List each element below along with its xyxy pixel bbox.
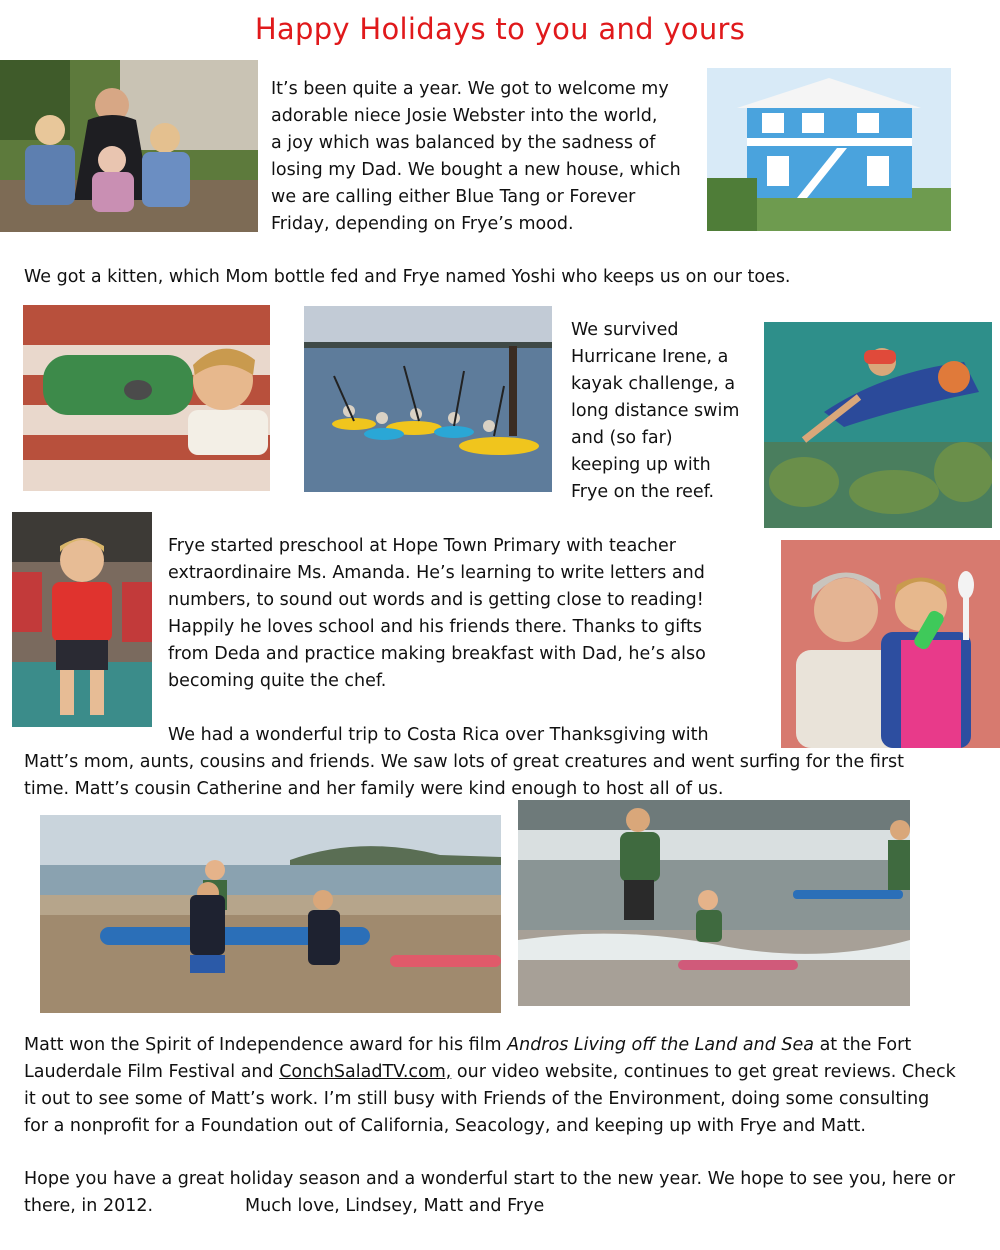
costa-rica-text: We had a wonderful trip to Costa Rica over Thanksgiving with Matt’s mom, aunts, cousins and friends. We saw lots of great creatures and went surfing for the first time. Matt’s cousin Catherine and her family were kind enough to host all of us. [24,725,905,799]
page-title: Happy Holidays to you and yours [254,12,746,46]
signoff: Much love, Lindsey, Matt and Frye [245,1196,545,1216]
boy-with-kitten-photo [23,305,270,491]
cooking-photo [781,540,1000,748]
intro-text: It’s been quite a year. We got to welcome my adorable niece Josie Webster into the world, a joy which was balanced by the sadness of losing my Dad. We bought a new house, which we are calling either Blue Tang or Forever Friday, depending on Frye’s mood. [271,79,681,234]
kayak-group-photo [304,306,552,492]
blue-house-photo [707,68,951,231]
preschool-text: Frye started preschool at Hope Town Primary with teacher extraordinaire Ms. Amanda. He’s learning to write letters and numbers, to sound out words and is getting close to reading! Happily he loves school and his friends there. Thanks to gifts from Deda and practice making breakfast with Dad, he’s also becoming quite the chef. [168,536,706,691]
closing-text: Hope you have a great holiday season and a wonderful start to the new year. We hope to see you, here or there, in 2012. Much love, Lindsey, Matt and Frye [24,1166,955,1220]
snorkel-reef-photo [764,322,992,528]
beach-surfboard-photo [40,815,501,1013]
award-text: Matt won the Spirit of Independence award for his film Andros Living off the Land and Sea at the Fort Lauderdale Film Festival and ConchSaladTV.com, our video website, continues to get great reviews. Check it out to see some of Matt’s work. I’m still busy with Friends of the Environment, doing some consulting for a nonprofit for a Foundation out of California, Seacology, and keeping up with Frye and Matt. [24,1035,956,1136]
kitten-text: We got a kitten, which Mom bottle fed and Frye named Yoshi who keeps us on our toes. [24,267,791,287]
surfing-lesson-photo [518,800,910,1006]
conchsaladtv-link[interactable]: ConchSaladTV.com, [279,1062,452,1082]
survived-text: We survived Hurricane Irene, a kayak challenge, a long distance swim and (so far) keeping up with Frye on the reef. [571,320,740,502]
film-title: Andros Living off the Land and Sea [507,1035,814,1055]
boy-at-school-photo [12,512,152,727]
family-photo [0,60,258,232]
